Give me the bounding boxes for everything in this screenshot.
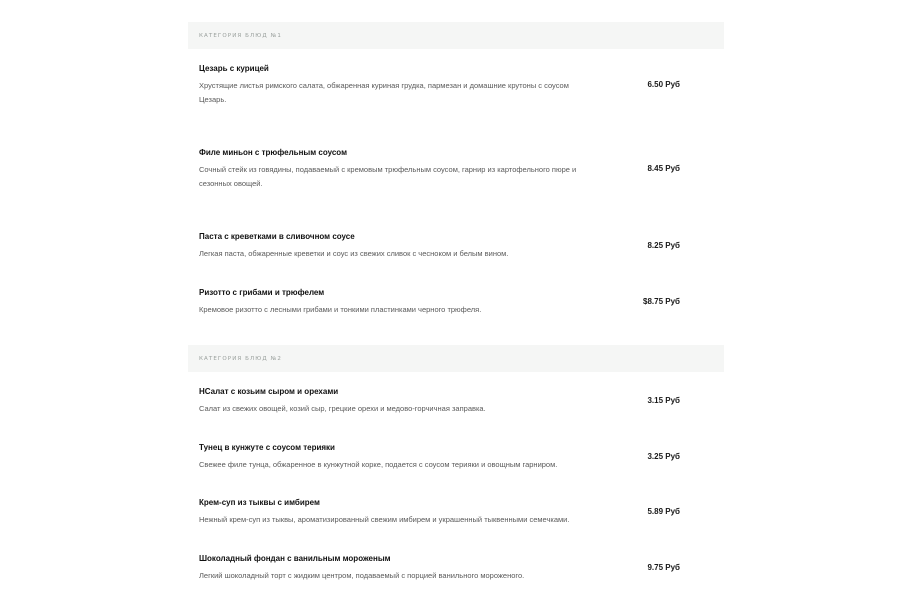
item-name: Цезарь с курицей xyxy=(199,64,269,73)
item-price: 5.89 Руб xyxy=(647,507,680,517)
item-price: 9.75 Руб xyxy=(647,562,680,572)
menu-item[interactable] xyxy=(188,386,724,416)
item-description: Сочный стейк из говядины, подаваемый с кремовым трюфельным соусом, гарнир из картофельного пюре и сезонных овощей. xyxy=(199,165,577,188)
item-description: Свежее филе тунца, обжаренное в кунжутной корке, подается с соусом терияки и овощным гарниром. xyxy=(199,459,558,469)
item-name: Тунец в кунжуте с соусом терияки xyxy=(199,442,335,452)
item-price: 8.25 Руб xyxy=(647,241,680,251)
menu-item[interactable] xyxy=(188,147,724,190)
item-name: Паста с креветками в сливочном соусе xyxy=(199,232,355,241)
menu-container xyxy=(188,22,724,582)
item-description: Кремовое ризотто с лесными грибами и тонкими пластинками черного трюфеля. xyxy=(199,304,482,314)
item-description: Легкая паста, обжаренные креветки и соус из свежих сливок с чесноком и белым вином. xyxy=(199,249,509,258)
item-description: Нежный крем-суп из тыквы, ароматизированный свежим имбирем и украшенный тыквенными семечками. xyxy=(199,515,570,524)
category-header xyxy=(188,22,724,49)
item-name: Крем-суп из тыквы с имбирем xyxy=(199,498,320,507)
item-name: Ризотто с грибами и трюфелем xyxy=(199,287,325,297)
item-description: Легкий шоколадный торт с жидким центром, подаваемый с порцией ванильного мороженого. xyxy=(199,570,525,580)
menu-item[interactable] xyxy=(188,63,724,106)
category-title: КАТЕГОРИЯ БЛЮД №2 xyxy=(199,355,282,362)
item-name: Шоколадный фондан с ванильным мороженым xyxy=(199,553,391,563)
item-description: Хрустящие листья римского салата, обжаренная куриная грудка, пармезан и домашние крутоны с соусом Цезарь. xyxy=(199,81,569,104)
item-name: Филе миньон с трюфельным соусом xyxy=(199,148,348,157)
item-name: НСалат с козьим сыром и орехами xyxy=(199,387,339,396)
menu-item[interactable] xyxy=(188,287,724,317)
item-description: Салат из свежих овощей, козий сыр, грецкие орехи и медово-горчичная заправка. xyxy=(199,404,486,413)
item-price: 8.45 Руб xyxy=(647,164,680,173)
menu-item[interactable] xyxy=(188,231,724,261)
menu-category-2 xyxy=(188,345,724,582)
item-price: 3.15 Руб xyxy=(647,396,680,406)
item-price: 6.50 Руб xyxy=(647,80,680,89)
menu-item[interactable] xyxy=(188,442,724,472)
item-price: $8.75 Руб xyxy=(643,296,680,306)
menu-item[interactable] xyxy=(188,497,724,527)
menu-category-1 xyxy=(188,22,724,316)
category-header xyxy=(188,345,724,372)
menu-item[interactable] xyxy=(188,553,724,583)
item-price: 3.25 Руб xyxy=(647,451,680,461)
category-title: КАТЕГОРИЯ БЛЮД №1 xyxy=(199,32,282,39)
